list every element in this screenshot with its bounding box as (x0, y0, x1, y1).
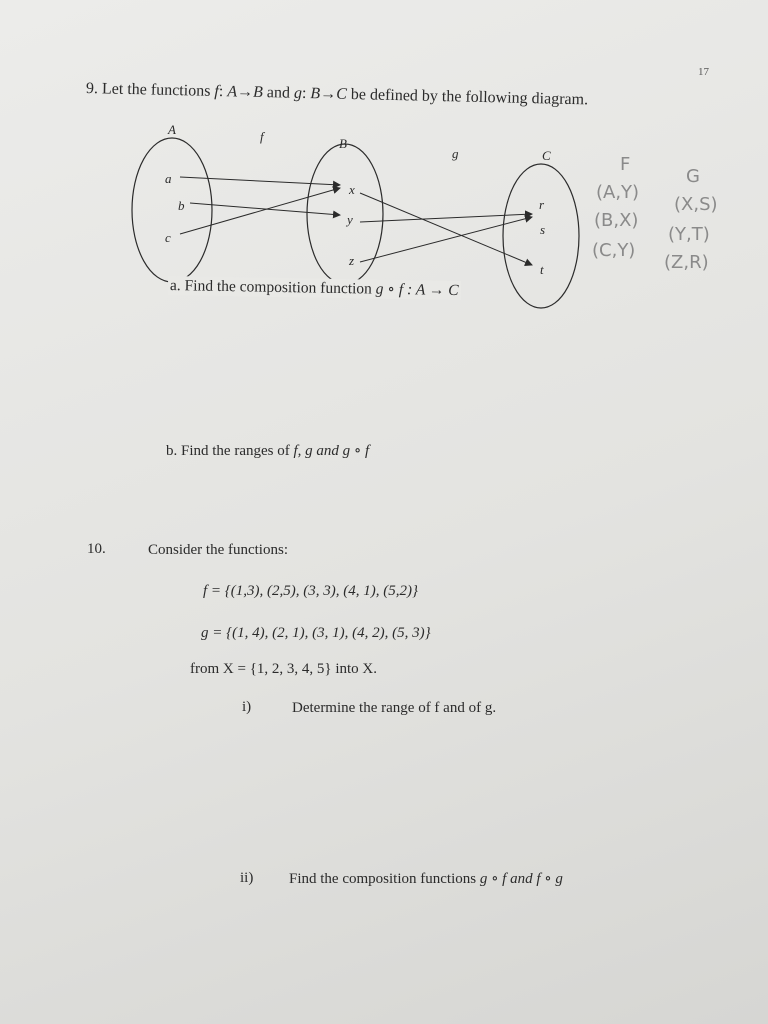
question-9-number: 9. (85, 80, 99, 98)
part-a-expression: g ∘ f : A → C (375, 280, 459, 300)
math-symbol: B (310, 85, 321, 103)
handwritten-notes (0, 0, 768, 300)
function-g-label: g (452, 146, 459, 161)
element-c: c (165, 230, 171, 245)
handwritten-g-pair-2: (Y,T) (668, 224, 710, 245)
element-z: z (349, 253, 355, 268)
set-a-label: A (168, 122, 176, 137)
math-symbol: B (252, 83, 264, 102)
question-10-intro: Consider the functions: (148, 542, 288, 558)
math-symbol: A (227, 83, 238, 101)
question-10-number: 10. (87, 541, 106, 557)
prompt-text-fragment: → (236, 83, 254, 101)
part-i-label: i) (242, 699, 252, 715)
prompt-text-fragment: : (301, 84, 311, 103)
handwritten-g-pair-1: (X,S) (674, 194, 718, 215)
handwritten-f-pair-1: (A,Y) (596, 182, 640, 203)
element-t: t (540, 262, 544, 277)
element-a: a (165, 171, 172, 186)
math-symbol: f (214, 82, 220, 101)
element-b: b (178, 198, 185, 213)
math-symbol: g (293, 84, 303, 102)
element-y: y (347, 212, 353, 227)
question-9b (166, 441, 369, 460)
part-ii-prompt (289, 869, 563, 888)
handwritten-f-pair-2: (B,X) (594, 210, 639, 231)
part-b-expression: f, g and g ∘ f (293, 443, 370, 459)
part-a-label: a. (169, 277, 181, 295)
set-b-label: B (339, 136, 347, 151)
function-f-definition: f = {(1,3), (2,5), (3, 3), (4, 1), (5,2)} (203, 583, 418, 599)
part-b-label: b. (166, 443, 178, 459)
part-b-text: Find the ranges of (181, 443, 290, 459)
part-i-text: Determine the range of f and of g. (292, 700, 497, 716)
page-number: 17 (698, 66, 709, 78)
part-ii-expression: g ∘ f and f ∘ g (479, 871, 563, 887)
handwritten-g-header: G (686, 166, 700, 187)
set-c-label: C (542, 148, 551, 163)
part-ii-label: ii) (240, 870, 254, 886)
prompt-text-fragment: : (218, 83, 228, 101)
element-s: s (540, 222, 546, 237)
element-x: x (349, 182, 355, 197)
part-a-text: Find the composition function (184, 277, 373, 298)
prompt-text-fragment: → (319, 85, 337, 103)
function-g-definition: g = {(1, 4), (2, 1), (3, 1), (4, 2), (5, 3)} (201, 625, 431, 641)
prompt-text-fragment: be defined by the following diagram. (346, 85, 589, 109)
part-ii-text: Find the composition functions (289, 871, 477, 887)
element-r: r (539, 197, 545, 212)
handwritten-g-pair-3: (Z,R) (664, 252, 709, 273)
handwritten-f-pair-3: (C,Y) (592, 240, 636, 261)
prompt-text-fragment: Let the functions (101, 80, 215, 100)
function-f-label: f (260, 129, 264, 144)
prompt-text-fragment: and (262, 84, 295, 102)
handwritten-f-header: F (620, 154, 631, 175)
math-symbol: C (335, 85, 348, 103)
domain-statement: from X = {1, 2, 3, 4, 5} into X. (190, 661, 378, 677)
